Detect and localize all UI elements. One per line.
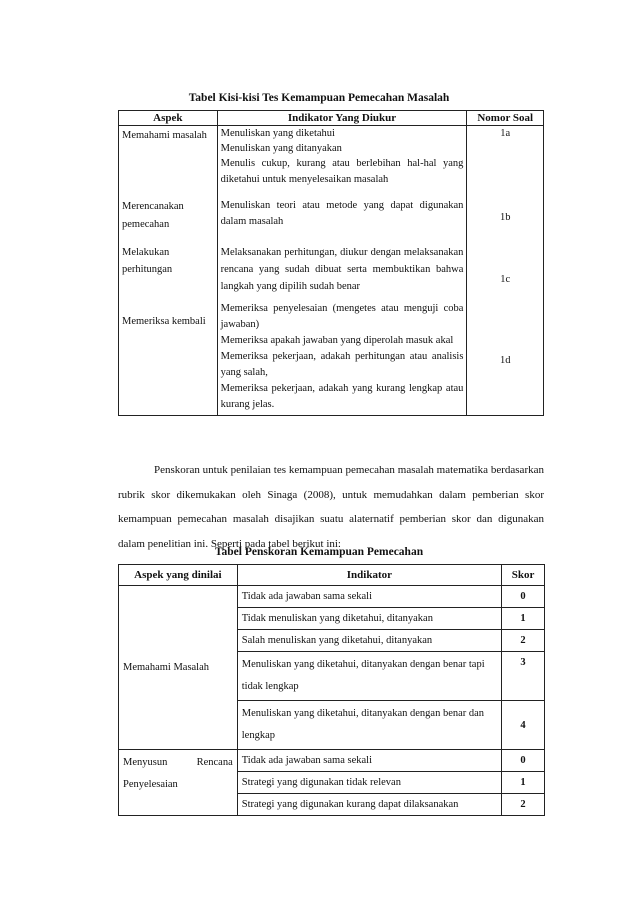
aspect-menyusun-rencana bbox=[119, 750, 238, 816]
score-cell: 4 bbox=[502, 701, 545, 750]
indicator-cell: Tidak ada jawaban sama sekali bbox=[237, 750, 501, 772]
score-cell: 3 bbox=[502, 652, 545, 701]
table-header-row bbox=[119, 111, 544, 126]
aspect-word: Rencana bbox=[196, 757, 233, 768]
indicator-line: Memeriksa apakah jawaban yang diperolah masuk akal bbox=[220, 335, 454, 346]
table1-caption: Tabel Kisi-kisi Tes Kemampuan Pemecahan Masalah bbox=[188, 92, 450, 104]
number-cell bbox=[467, 188, 544, 234]
aspect-cell bbox=[119, 188, 218, 234]
indicator-cell: Menuliskan yang diketahui, ditanyakan dengan benar tapi tidak lengkap bbox=[237, 652, 501, 701]
table2-caption: Tabel Penskoran Kemampuan Pemecahan bbox=[214, 546, 424, 558]
table-row bbox=[119, 188, 544, 234]
aspect-word: Menyusun bbox=[123, 757, 168, 768]
indicator-cell: Menuliskan yang diketahui, ditanyakan dengan benar dan lengkap bbox=[237, 701, 501, 750]
number-1a: 1a bbox=[500, 128, 511, 139]
body-paragraph: Penskoran untuk penilaian tes kemampuan pemecahan masalah matematika berdasarkan rubrik skor dikemukakan oleh Sinaga (2008), untuk memudahkan dalam pemberian skor kemampuan pemecahan masalah disajikan suatu alaternatif pemberian skor dan digunakan dalam penelitian ini. Seperti pada tabel berikut ini: bbox=[118, 464, 544, 550]
indicator-cell: Tidak menuliskan yang diketahui, ditanyakan bbox=[237, 608, 501, 630]
aspect-line bbox=[123, 752, 233, 774]
table-header-row bbox=[119, 565, 545, 586]
table-row bbox=[119, 234, 544, 295]
aspect-melakukan: Melakukan perhitungan bbox=[122, 247, 173, 275]
number-cell bbox=[467, 295, 544, 416]
score-cell: 1 bbox=[502, 608, 545, 630]
indicator-cell bbox=[217, 188, 467, 234]
table-row bbox=[119, 750, 545, 772]
number-1b: 1b bbox=[499, 212, 511, 223]
indicator-line: Menuliskan yang ditanyakan bbox=[220, 143, 342, 154]
header-aspek: Aspek bbox=[119, 111, 218, 126]
header-indikator: Indikator bbox=[237, 565, 501, 586]
score-cell: 0 bbox=[502, 586, 545, 608]
header-aspek-dinilai: Aspek yang dinilai bbox=[119, 565, 238, 586]
indicator-cell bbox=[217, 126, 467, 189]
number-1d: 1d bbox=[499, 355, 511, 366]
grid-table bbox=[118, 110, 544, 416]
header-nomor: Nomor Soal bbox=[467, 111, 544, 126]
number-1c: 1c bbox=[500, 274, 511, 285]
indicator-cell bbox=[217, 234, 467, 295]
score-cell: 2 bbox=[502, 794, 545, 816]
indicator-line: Memeriksa penyelesaian (mengetes atau menguji coba jawaban) bbox=[220, 303, 464, 330]
indicator-line: Menuliskan teori atau metode yang dapat digunakan dalam masalah bbox=[220, 200, 464, 227]
indicator-line: Menuliskan yang diketahui bbox=[220, 128, 335, 139]
indicator-cell: Tidak ada jawaban sama sekali bbox=[237, 586, 501, 608]
scoring-table bbox=[118, 564, 545, 816]
indicator-line: Memeriksa pekerjaan, adakah perhitungan atau analisis yang salah, bbox=[220, 351, 464, 378]
header-skor: Skor bbox=[502, 565, 545, 586]
aspect-memahami-masalah: Memahami Masalah bbox=[119, 586, 238, 750]
table-row bbox=[119, 295, 544, 416]
score-cell: 2 bbox=[502, 630, 545, 652]
aspect-memeriksa: Memeriksa kembali bbox=[122, 316, 206, 327]
indicator-line: Melaksanakan perhitungan, diukur dengan melaksanakan rencana yang sudah dibuat serta membuktikan bahwa langkah yang dipilih sudah benar bbox=[220, 247, 464, 292]
indicator-cell: Salah menuliskan yang diketahui, ditanyakan bbox=[237, 630, 501, 652]
table-row bbox=[119, 126, 544, 189]
indicator-cell: Strategi yang digunakan kurang dapat dilaksanakan bbox=[237, 794, 501, 816]
aspect-cell bbox=[119, 234, 218, 295]
score-cell: 0 bbox=[502, 750, 545, 772]
indicator-cell: Strategi yang digunakan tidak relevan bbox=[237, 772, 501, 794]
aspect-word: Penyelesaian bbox=[123, 779, 178, 790]
number-cell bbox=[467, 234, 544, 295]
indicator-line: Menulis cukup, kurang atau berlebihan hal-hal yang diketahui untuk menyelesaikan masalah bbox=[220, 158, 464, 185]
indicator-line: Memeriksa pekerjaan, adakah yang kurang lengkap atau kurang jelas. bbox=[220, 383, 464, 410]
number-cell bbox=[467, 126, 544, 189]
aspect-cell bbox=[119, 295, 218, 416]
aspect-memahami: Memahami masalah bbox=[122, 130, 207, 141]
indicator-cell bbox=[217, 295, 467, 416]
aspect-merencanakan: Merencanakan pemecahan bbox=[122, 201, 184, 230]
table-row bbox=[119, 586, 545, 608]
header-indikator: Indikator Yang Diukur bbox=[217, 111, 467, 126]
aspect-cell bbox=[119, 126, 218, 189]
score-cell: 1 bbox=[502, 772, 545, 794]
